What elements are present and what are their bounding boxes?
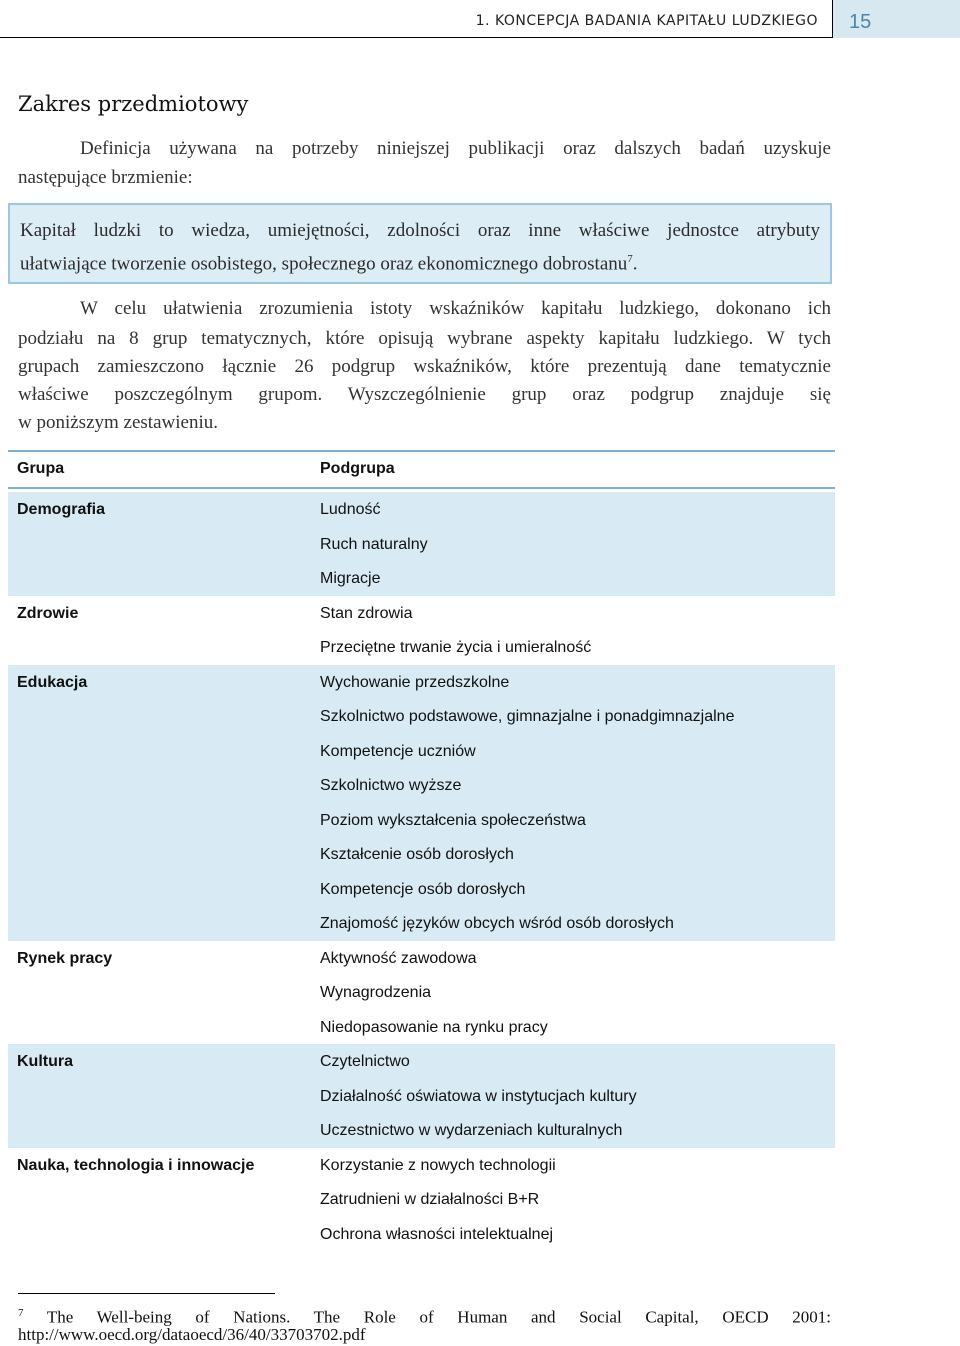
table-subgroup: Wynagrodzenia xyxy=(320,984,432,1001)
definition-line-1: Kapitał ludzki to wiedza, umiejętności, zdolności oraz inne właściwe jednostce atrybuty xyxy=(20,220,820,241)
table-group-band xyxy=(8,665,835,941)
definition-box xyxy=(8,203,832,284)
table-subgroup: Kompetencje uczniów xyxy=(320,742,476,760)
intro-line-1: Definicja używana na potrzeby niniejszej publikacji oraz dalszych badań uzyskuje xyxy=(80,138,831,159)
body-line-2: podziału na 8 grup tematycznych, które opisują wybrane aspekty kapitału ludzkiego. W tych xyxy=(18,328,831,349)
body-line-5: w poniższym zestawieniu. xyxy=(18,412,218,433)
table-header-border xyxy=(8,487,835,489)
chapter-title: 1. KONCEPCJA BADANIA KAPITAŁU LUDZKIEGO xyxy=(475,13,818,29)
definition-end: . xyxy=(632,253,638,275)
table-subgroup: Kompetencje osób dorosłych xyxy=(320,880,526,898)
table-subgroup: Poziom wykształcenia społeczeństwa xyxy=(320,811,586,829)
table-subgroup: Szkolnictwo wyższe xyxy=(320,777,462,794)
table-group-name: Kultura xyxy=(17,1053,73,1070)
table-subgroup: Ochrona własności intelektualnej xyxy=(320,1225,554,1243)
body-line-3: grupach zamieszczono łącznie 26 podgrup wskaźników, które prezentują dane tematycznie xyxy=(18,356,831,377)
table-subgroup: Ludność xyxy=(320,501,381,518)
intro-paragraph xyxy=(18,135,831,163)
table-subgroup: Przeciętne trwanie życia i umieralność xyxy=(320,639,592,656)
table-subgroup: Niedopasowanie na rynku pracy xyxy=(320,1018,548,1036)
table-group-name: Zdrowie xyxy=(17,604,79,622)
footnote-ref: 7 xyxy=(627,253,633,265)
table-subgroup: Zatrudnieni w działalności B+R xyxy=(320,1191,540,1208)
table-subgroup: Uczestnictwo w wydarzeniach kulturalnych xyxy=(320,1122,623,1139)
table-subgroup: Czytelnictwo xyxy=(320,1053,410,1070)
table-header-subgroup: Podgrupa xyxy=(320,460,395,477)
header-rule xyxy=(0,37,960,38)
table-subgroup: Szkolnictwo podstawowe, gimnazjalne i ponadgimnazjalne xyxy=(320,708,735,725)
table-top-border xyxy=(8,450,835,452)
page-number: 15 xyxy=(833,0,960,38)
body-line-1 xyxy=(18,295,831,323)
table-subgroup: Stan zdrowia xyxy=(320,604,413,622)
table-group-name: Nauka, technologia i innowacje xyxy=(17,1156,255,1174)
table-subgroup: Znajomość języków obcych wśród osób dorosłych xyxy=(320,915,674,932)
footnote-text: The Well-being of Nations. The Role of Human and Social Capital, OECD 2001: xyxy=(46,1307,831,1327)
table-subgroup: Korzystanie z nowych technologii xyxy=(320,1156,556,1174)
footnote-rule xyxy=(18,1293,275,1294)
footnote-number: 7 xyxy=(18,1307,24,1319)
table-subgroup: Wychowanie przedszkolne xyxy=(320,673,510,691)
table-subgroup: Migracje xyxy=(320,570,381,587)
definition-text: ułatwiające tworzenie osobistego, społecznego oraz ekonomicznego dobrostanu xyxy=(20,253,628,275)
table-subgroup: Kształcenie osób dorosłych xyxy=(320,846,514,863)
table-group-name: Rynek pracy xyxy=(17,949,113,967)
table-subgroup: Aktywność zawodowa xyxy=(320,949,477,967)
table-subgroup: Ruch naturalny xyxy=(320,535,428,553)
intro-paragraph-end: następujące brzmienie: xyxy=(18,167,193,188)
table-subgroup: Działalność oświatowa w instytucjach kultury xyxy=(320,1087,637,1105)
body-line-1-text: W celu ułatwienia zrozumienia istoty wskaźników kapitału ludzkiego, dokonano ich xyxy=(80,298,831,319)
definition-line-2 xyxy=(20,245,820,278)
section-heading: Zakres przedmiotowy xyxy=(18,92,249,116)
table-header-group: Grupa xyxy=(17,460,65,477)
footnote-url: http://www.oecd.org/dataoecd/36/40/33703702.pdf xyxy=(18,1325,366,1344)
table-group-name: Demografia xyxy=(17,501,106,518)
body-line-4: właściwe poszczególnym grupom. Wyszczególnienie grup oraz podgrup znajduje się xyxy=(18,384,831,405)
table-group-name: Edukacja xyxy=(17,673,88,691)
